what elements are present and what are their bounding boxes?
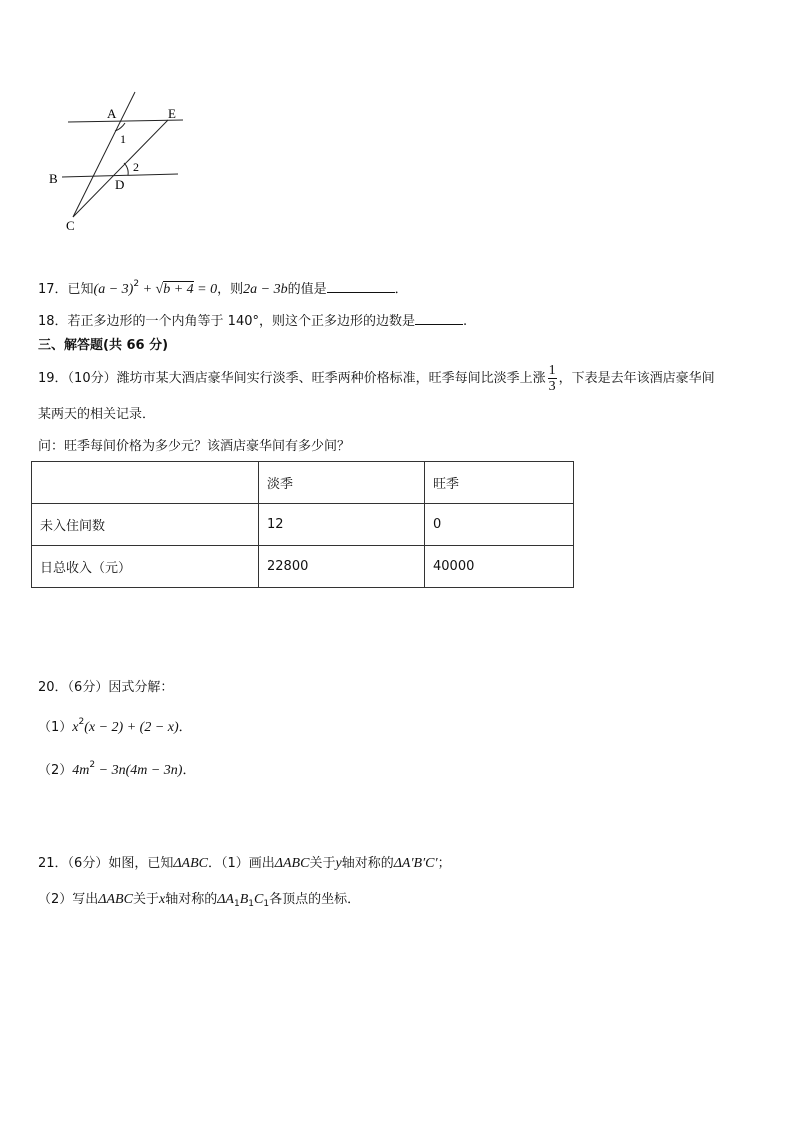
q19-frac-num: 1	[548, 363, 556, 378]
q20-p1-base: x	[72, 720, 79, 735]
q21-line2-start: （2）写出	[38, 892, 99, 907]
q21-subscript-a: 1	[233, 899, 240, 909]
geometry-figure	[40, 85, 200, 245]
question-20-part2	[38, 756, 196, 780]
q20-p1-end: ．	[178, 720, 192, 735]
q21-line2-mid2: 轴对称的	[165, 892, 218, 907]
q17-exponent: 2	[133, 279, 140, 289]
table-cell: 12	[259, 504, 425, 546]
q18-text: 18．若正多边形的一个内角等于 140°，则这个正多边形的边数是	[38, 314, 415, 329]
question-18	[38, 312, 467, 331]
q17-plus: +	[139, 282, 156, 297]
q19-fraction	[548, 363, 557, 394]
q21-subscript-b: 1	[248, 899, 255, 909]
q21-axis-y: y	[335, 856, 342, 871]
question-17	[38, 275, 408, 299]
q21-line1-mid3: 轴对称的	[341, 856, 394, 871]
q18-end: .	[463, 314, 468, 329]
q17-equals: = 0	[193, 282, 218, 297]
q21-line1-mid: ．（1）画出	[208, 856, 275, 871]
q21-triangle-a1: ΔA	[217, 892, 234, 907]
table-cell: 0	[425, 504, 574, 546]
line-AC	[73, 92, 135, 217]
q20-p1-expr: (x − 2) + (2 − x)	[84, 720, 179, 735]
question-21-line1	[38, 855, 451, 873]
table-header-row	[32, 462, 574, 504]
q21-subscript-c: 1	[263, 899, 270, 909]
q20-p2-exponent: 2	[89, 760, 96, 770]
q17-end: ．	[394, 282, 408, 297]
q17-sqrt-body: b + 4	[163, 282, 194, 297]
table-cell: 未入住间数	[32, 504, 259, 546]
label-angle-2: 2	[133, 160, 139, 174]
label-angle-1: 1	[120, 132, 126, 146]
label-E: E	[168, 106, 176, 121]
table-cell: 22800	[259, 546, 425, 588]
question-19-line1	[38, 361, 715, 397]
q21-line1-mid2: 关于	[309, 856, 336, 871]
q21-triangle-b1: B	[239, 892, 249, 907]
q21-axis-x: x	[158, 892, 166, 907]
record-table	[31, 461, 574, 588]
label-D: D	[115, 177, 125, 192]
q17-expr2: 2a − 3b	[243, 282, 288, 297]
q19-frac-den: 3	[548, 379, 556, 394]
q20-p1-exponent: 2	[78, 717, 85, 727]
q19-line1-end: ，下表是去年该酒店豪华间	[558, 371, 715, 386]
question-19-ask: 问：旺季每间价格为多少元？该酒店豪华间有多少间？	[38, 439, 351, 454]
q20-p2-base: 4m	[72, 763, 90, 778]
question-20-part1	[38, 713, 192, 737]
table-header-cell	[32, 462, 259, 504]
q20-p2-expr: − 3n(4m − 3n)	[95, 763, 183, 778]
q17-number: 17．已知	[38, 282, 94, 297]
q19-line1-start: 19．（10分）潍坊市某大酒店豪华间实行淡季、旺季两种价格标准，旺季每间比淡季上涨	[38, 371, 546, 386]
table-row	[32, 504, 574, 546]
q17-expr-left: (a − 3)	[93, 282, 134, 297]
q20-p1-label: （1）	[38, 720, 73, 735]
q20-p2-label: （2）	[38, 763, 73, 778]
table-row	[32, 546, 574, 588]
q21-line1-end: ；	[437, 856, 451, 871]
table-header-cell: 旺季	[425, 462, 574, 504]
label-B: B	[49, 171, 58, 186]
question-21-line2	[38, 891, 360, 913]
q17-answer-blank[interactable]	[327, 280, 395, 293]
question-20-title: 20．（6分）因式分解：	[38, 680, 174, 695]
label-A: A	[107, 106, 117, 121]
q21-triangle-abc-3: ΔABC	[98, 892, 133, 907]
q17-mid-text: ，则	[217, 282, 244, 297]
table-header-cell: 淡季	[259, 462, 425, 504]
q21-line2-mid: 关于	[132, 892, 159, 907]
label-C: C	[66, 218, 75, 233]
q21-triangle-prime: ΔA′B′C′	[393, 856, 438, 871]
q17-tail: 的值是	[287, 282, 327, 297]
q20-p2-end: ．	[182, 763, 196, 778]
q21-triangle-abc: ΔABC	[173, 856, 208, 871]
q21-triangle-c1: C	[254, 892, 264, 907]
q21-line1-start: 21．（6分）如图，已知	[38, 856, 174, 871]
q21-triangle-abc-2: ΔABC	[274, 856, 310, 871]
table-cell: 日总收入（元）	[32, 546, 259, 588]
section-3-heading: 三、解答题(共 66 分)	[38, 338, 169, 353]
q21-line2-end: 各顶点的坐标．	[269, 892, 361, 907]
question-19-line2: 某两天的相关记录．	[38, 407, 156, 422]
q17-sqrt-sign: √	[155, 282, 164, 297]
q18-answer-blank[interactable]	[415, 312, 463, 325]
table-cell: 40000	[425, 546, 574, 588]
